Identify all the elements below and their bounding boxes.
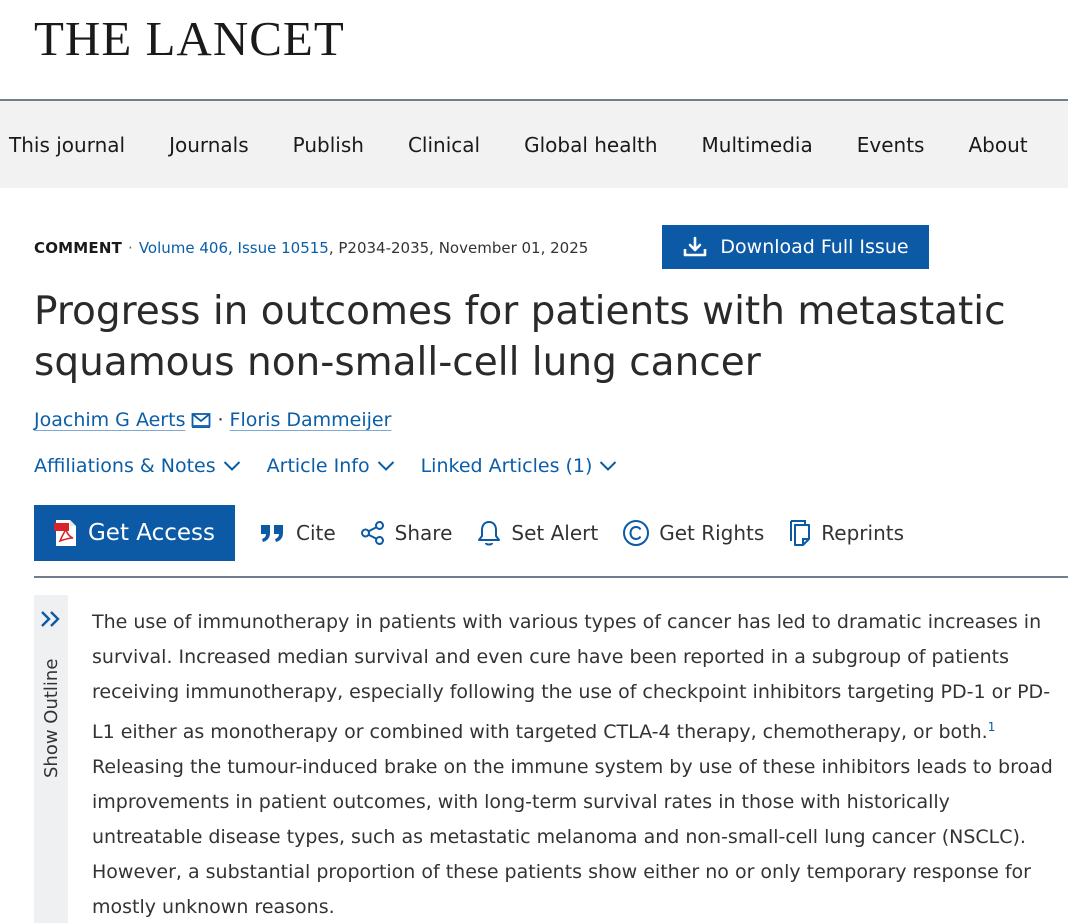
affiliations-notes-label: Affiliations & Notes (34, 455, 216, 477)
chevron-down-icon (223, 460, 241, 472)
author-separator: · (217, 409, 224, 431)
chevron-down-icon (599, 460, 617, 472)
nav-item-multimedia[interactable]: Multimedia (701, 132, 813, 157)
article-title: Progress in outcomes for patients with metastatic squamous non-small-cell lung cancer (34, 289, 1006, 385)
bell-icon (476, 519, 502, 547)
outline-panel[interactable] (34, 595, 68, 923)
get-rights-label: Get Rights (659, 521, 765, 545)
email-icon[interactable] (191, 412, 211, 428)
body-text-part: Releasing the tumour-induced brake on the immune system by use of these inhibitors leads to broad improvements in patient outcomes, with long-term survival rates in those with historically untreatable disease types, such as metastatic melanoma and non-small-cell lung cancer (NSCLC). However, a substantial proportion of these patients show either no or only temporary response for mostly unknown reasons. (92, 756, 1053, 918)
reference-link[interactable]: 1 (987, 720, 996, 734)
nav-item-clinical[interactable]: Clinical (407, 132, 481, 157)
toolbar-divider (34, 576, 1068, 578)
reprints-label: Reprints (821, 521, 905, 545)
pages-date: , P2034-2035, November 01, 2025 (328, 239, 589, 257)
main-nav (0, 99, 1068, 188)
share-label: Share (394, 521, 453, 545)
meta-separator: · (128, 239, 133, 257)
share-button[interactable] (360, 520, 453, 546)
volume-issue-link[interactable]: Volume 406, Issue 10515 (138, 239, 329, 257)
download-full-issue-button[interactable] (662, 225, 929, 269)
article-body-paragraph (92, 605, 1054, 923)
show-outline-label[interactable]: Show Outline (41, 658, 62, 778)
double-chevron-right-icon[interactable] (39, 609, 63, 629)
download-icon (682, 236, 708, 258)
author-link[interactable]: Joachim G Aerts (34, 409, 186, 431)
article-info-label: Article Info (266, 455, 370, 477)
linked-articles-label: Linked Articles (1) (420, 455, 593, 477)
nav-item-events[interactable]: Events (856, 132, 925, 157)
cite-button[interactable] (259, 521, 336, 545)
article-toolbar (34, 505, 904, 561)
nav-item-publish[interactable]: Publish (292, 132, 364, 157)
get-rights-button[interactable] (622, 519, 764, 547)
get-access-button[interactable] (34, 505, 235, 561)
nav-item-global-health[interactable]: Global health (524, 132, 658, 157)
quote-icon (259, 522, 287, 544)
article-type: COMMENT (34, 239, 123, 257)
download-full-issue-label: Download Full Issue (720, 236, 909, 258)
pdf-icon (54, 519, 78, 547)
article-expanders (34, 455, 643, 477)
chevron-down-icon (377, 460, 395, 472)
set-alert-button[interactable] (476, 519, 598, 547)
copyright-icon (622, 519, 650, 547)
author-list (34, 409, 391, 431)
nav-item-about[interactable]: About (968, 132, 1028, 157)
affiliations-notes-toggle[interactable] (34, 455, 241, 477)
nav-item-journals[interactable]: Journals (169, 132, 249, 157)
get-access-label: Get Access (87, 520, 216, 546)
body-text-part: The use of immunotherapy in patients with various types of cancer has led to dramatic increases in survival. Increased median survival and even cure have been reported in a subgroup of patients receiving immunotherapy, especially following the use of checkpoint inhibitors targeting PD-1 or PD-L1 either as monotherapy or combined with targeted CTLA-4 therapy, chemotherapy, or both. (92, 611, 1051, 743)
masthead (0, 0, 1068, 100)
cite-label: Cite (296, 521, 336, 545)
article-info-toggle[interactable] (267, 455, 395, 477)
set-alert-label: Set Alert (511, 521, 599, 545)
nav-item-this-journal[interactable]: This journal (9, 132, 126, 157)
linked-articles-toggle[interactable] (421, 455, 618, 477)
journal-logo[interactable]: THE LANCET (34, 11, 345, 66)
author-link[interactable]: Floris Dammeijer (229, 409, 392, 431)
share-icon (360, 520, 386, 546)
reprints-button[interactable] (788, 519, 904, 547)
article-meta (34, 239, 588, 257)
reprints-icon (788, 519, 812, 547)
